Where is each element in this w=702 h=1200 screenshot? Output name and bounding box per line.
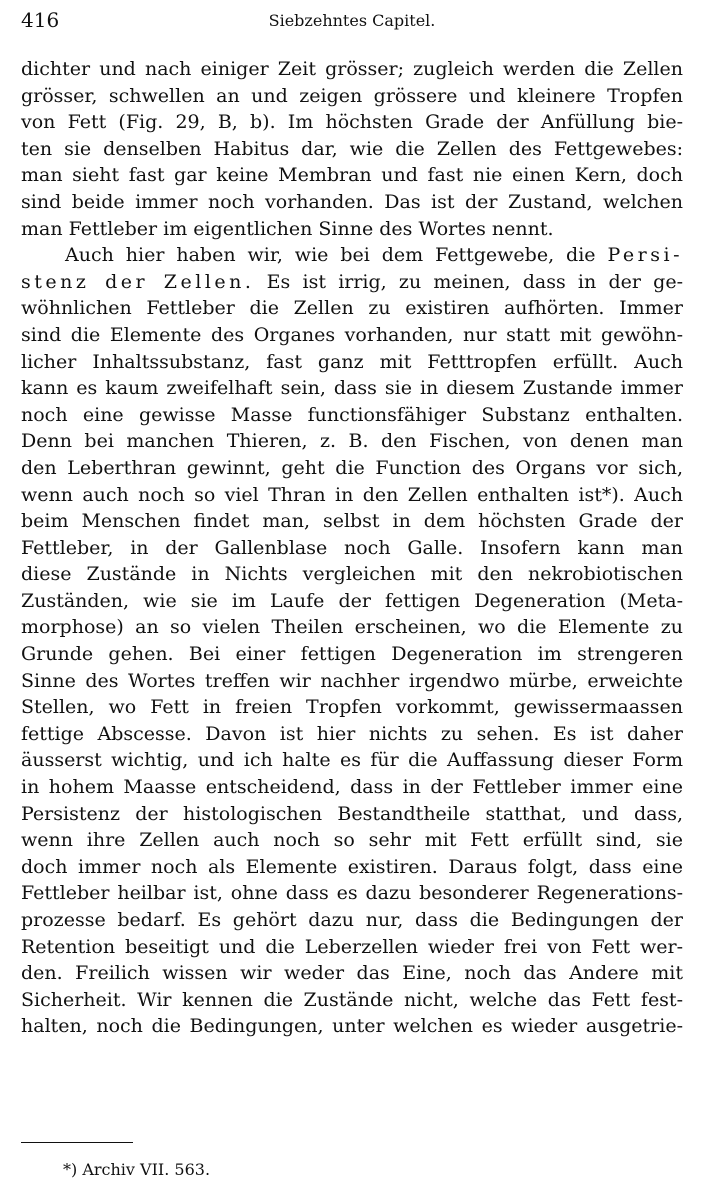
text-line: kann es kaum zweifelhaft sein, dass sie in diesem Zustande immer <box>21 377 683 400</box>
text-line: sind die Elemente des Organes vorhanden, nur statt mit gewöhn- <box>21 323 683 346</box>
page-number: 416 <box>21 8 60 32</box>
running-head: Siebzehntes Capitel. <box>268 11 436 30</box>
text-line: sind beide immer noch vorhanden. Das ist der Zustand, welchen <box>21 190 683 213</box>
text-segment: Auch hier haben wir, wie bei dem Fettgewebe, die <box>65 244 596 267</box>
spaced-emphasis: stenz der Zellen. <box>21 270 255 293</box>
text-line: Fettleber, in der Gallenblase noch Galle. Insofern kann man <box>21 536 683 559</box>
text-line: man Fettleber im eigentlichen Sinne des Wortes nennt. <box>21 217 554 240</box>
text-line: noch eine gewisse Masse functionsfähiger Substanz enthalten. <box>21 403 683 426</box>
text-line: Sinne des Wortes treffen wir nachher irgendwo mürbe, erweichte <box>21 669 683 692</box>
text-line: Zuständen, wie sie im Laufe der fettigen Degeneration (Meta- <box>21 589 683 612</box>
text-line: fettige Abscesse. Davon ist hier nichts zu sehen. Es ist daher <box>21 722 683 745</box>
text-line: prozesse bedarf. Es gehört dazu nur, dass die Bedingungen der <box>21 909 683 931</box>
book-page <box>21 0 683 1200</box>
text-line: grösser, schwellen an und zeigen grössere und kleinere Tropfen <box>21 84 683 107</box>
paragraph-1 <box>21 56 683 242</box>
text-line: Sicherheit. Wir kennen die Zustände nicht, welche das Fett fest- <box>21 988 683 1011</box>
text-segment: Es ist irrig, zu meinen, dass in der ge- <box>266 270 683 293</box>
text-line: wöhnlichen Fettleber die Zellen zu existiren aufhörten. Immer <box>21 297 683 320</box>
text-line: diese Zustände in Nichts vergleichen mit den nekrobiotischen <box>21 563 683 586</box>
text-line: beim Menschen findet man, selbst in dem höchsten Grade der <box>21 510 683 533</box>
text-line: dichter und nach einiger Zeit grösser; zugleich werden die Zellen <box>21 58 683 80</box>
footnote: *) Archiv VII. 563. <box>63 1160 211 1179</box>
text-line: ten sie denselben Habitus dar, wie die Zellen des Fettgewebes: <box>21 137 683 160</box>
text-line <box>21 242 683 269</box>
text-line: Grunde gehen. Bei einer fettigen Degeneration im strengeren <box>21 643 683 666</box>
text-line: wenn auch noch so viel Thran in den Zellen enthalten ist*). Auch <box>21 483 683 506</box>
paragraph-2 <box>21 242 683 1040</box>
body-text <box>21 56 683 1040</box>
text-line: Retention beseitigt und die Leberzellen wieder frei von Fett wer- <box>21 935 683 958</box>
text-line: Fettleber heilbar ist, ohne dass es dazu besonderer Regenerations- <box>21 882 683 905</box>
text-line: Stellen, wo Fett in freien Tropfen vorkommt, gewissermaassen <box>21 696 683 719</box>
text-line: Denn bei manchen Thieren, z. B. den Fischen, von denen man <box>21 430 683 453</box>
text-line: doch immer noch als Elemente existiren. Daraus folgt, dass eine <box>21 855 683 878</box>
text-line: den Leberthran gewinnt, geht die Function des Organs vor sich, <box>21 456 683 479</box>
footnote-divider <box>21 1142 133 1143</box>
page-header <box>21 8 683 38</box>
text-line: morphose) an so vielen Theilen erscheinen, wo die Elemente zu <box>21 616 683 639</box>
text-line: in hohem Maasse entscheidend, dass in der Fettleber immer eine <box>21 776 683 799</box>
text-line: äusserst wichtig, und ich halte es für die Auffassung dieser Form <box>21 749 683 772</box>
text-line: den. Freilich wissen wir weder das Eine, noch das Andere mit <box>21 962 683 985</box>
text-line: Persistenz der histologischen Bestandtheile statthat, und dass, <box>21 802 683 825</box>
text-line: licher Inhaltssubstanz, fast ganz mit Fetttropfen erfüllt. Auch <box>21 350 683 373</box>
spaced-emphasis: Persi- <box>607 244 683 267</box>
text-line: man sieht fast gar keine Membran und fast nie einen Kern, doch <box>21 164 683 187</box>
text-line: halten, noch die Bedingungen, unter welchen es wieder ausgetrie- <box>21 1015 683 1038</box>
text-line: wenn ihre Zellen auch noch so sehr mit Fett erfüllt sind, sie <box>21 829 683 852</box>
text-line: von Fett (Fig. 29, B, b). Im höchsten Grade der Anfüllung bie- <box>21 111 683 134</box>
text-line <box>21 269 683 296</box>
